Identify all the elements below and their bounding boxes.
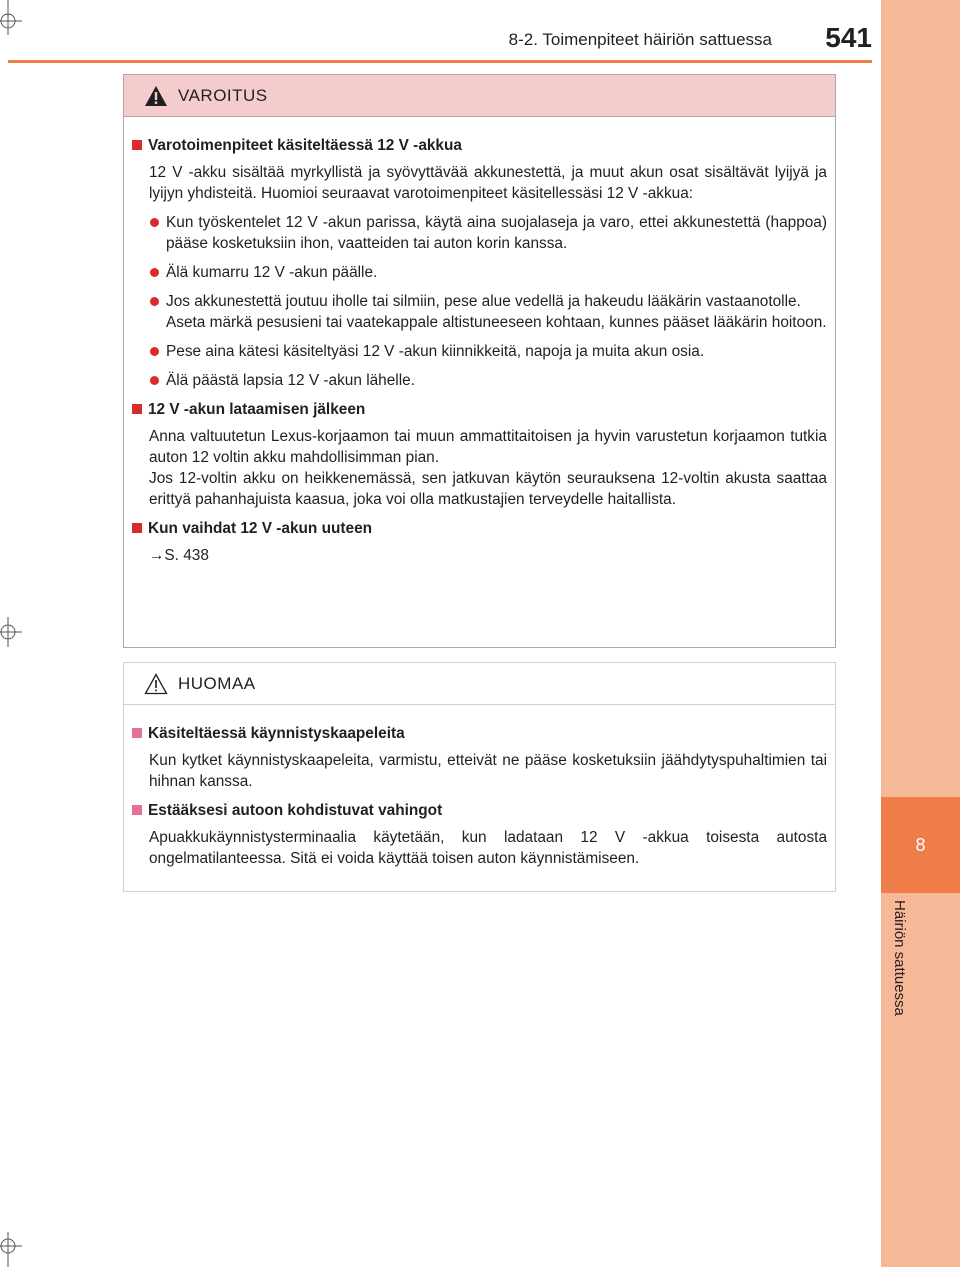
list-item: Jos akkunestettä joutuu iholle tai silmiin, pese alue vedellä ja hakeudu lääkärin vastaanotolle. Aseta märkä pesusieni tai vaatekappale altistuneeseen kohtaan, kunnes pääset lääkärin hoitoon.	[150, 291, 827, 333]
notice-paragraph: Apuakkukäynnistysterminaalia käytetään, kun ladataan 12 V -akkua toisesta autosta ongelmatilanteessa. Sitä ei voida käyttää toisen auton käynnistämiseen.	[149, 829, 827, 867]
chapter-tab[interactable]	[881, 797, 960, 893]
warning-section-heading: Varotoimenpiteet käsiteltäessä 12 V -akkua	[130, 135, 827, 156]
list-item: Älä päästä lapsia 12 V -akun lähelle.	[150, 370, 827, 391]
section-title: 8-2. Toimenpiteet häiriön sattuessa	[508, 30, 772, 49]
page-number: 541	[825, 22, 872, 53]
warning-triangle-icon	[144, 85, 168, 107]
chapter-side-strip	[881, 0, 960, 1267]
notice-section-heading: Estääksesi autoon kohdistuvat vahingot	[130, 800, 827, 821]
dot-bullet-icon	[150, 268, 159, 277]
warning-header	[124, 75, 835, 117]
caution-triangle-icon	[144, 673, 168, 695]
list-item: Kun työskentelet 12 V -akun parissa, käytä aina suojalaseja ja varo, ettei akkunestettä (happoa) pääse kosketuksiin ihon, vaatteiden tai auton korin kanssa.	[150, 212, 827, 254]
square-bullet-icon	[132, 805, 142, 815]
list-item: Pese aina kätesi käsiteltyäsi 12 V -akun kiinnikkeitä, napoja ja muita akun osia.	[150, 341, 827, 362]
warning-section-heading: 12 V -akun lataamisen jälkeen	[130, 399, 827, 420]
crop-mark-mid-left	[0, 612, 40, 652]
warning-paragraph: 12 V -akku sisältää myrkyllistä ja syövyttävää akkunestettä, ja muut akun osat sisältävät lyijyä ja lyijyn yhdisteitä. Huomioi seuraavat varotoimenpiteet käsitellessäsi 12 V -akkua:	[149, 164, 827, 202]
chapter-label: Häiriön sattuessa	[891, 900, 908, 1016]
dot-bullet-icon	[150, 376, 159, 385]
chapter-number: 8	[915, 834, 926, 855]
warning-title: VAROITUS	[178, 85, 268, 105]
header-rule	[8, 60, 872, 63]
dot-bullet-icon	[150, 347, 159, 356]
dot-bullet-icon	[150, 218, 159, 227]
square-bullet-icon	[132, 728, 142, 738]
crop-mark-top-left	[0, 0, 40, 40]
list-item: Älä kumarru 12 V -akun päälle.	[150, 262, 827, 283]
notice-section-heading: Käsiteltäessä käynnistyskaapeleita	[130, 723, 827, 744]
warning-paragraph: Jos 12-voltin akku on heikkenemässä, sen jatkuvan käytön seurauksena 12-voltin akusta saattaa erittyä pahanhajuista kaasua, joka voi olla matkustajien terveydelle haitallista.	[149, 470, 827, 508]
warning-paragraph: Anna valtuutetun Lexus-korjaamon tai muun ammattitaitoisen ja hyvin varustetun korjaamon tutkia auton 12 voltin akku mahdollisimman pian.	[149, 428, 827, 466]
notice-box	[123, 662, 836, 892]
warning-section-heading: Kun vaihdat 12 V -akun uuteen	[130, 518, 827, 539]
page-reference-link[interactable]: →S. 438	[149, 547, 209, 564]
crop-mark-bottom-left	[0, 1227, 40, 1267]
notice-paragraph: Kun kytket käynnistyskaapeleita, varmistu, etteivät ne pääse kosketuksiin jäähdytyspuhaltimien tai hihnan kanssa.	[149, 752, 827, 790]
warning-box	[123, 74, 836, 648]
square-bullet-icon	[132, 404, 142, 414]
notice-title: HUOMAA	[178, 673, 256, 693]
notice-header	[124, 663, 835, 705]
dot-bullet-icon	[150, 297, 159, 306]
square-bullet-icon	[132, 140, 142, 150]
square-bullet-icon	[132, 523, 142, 533]
